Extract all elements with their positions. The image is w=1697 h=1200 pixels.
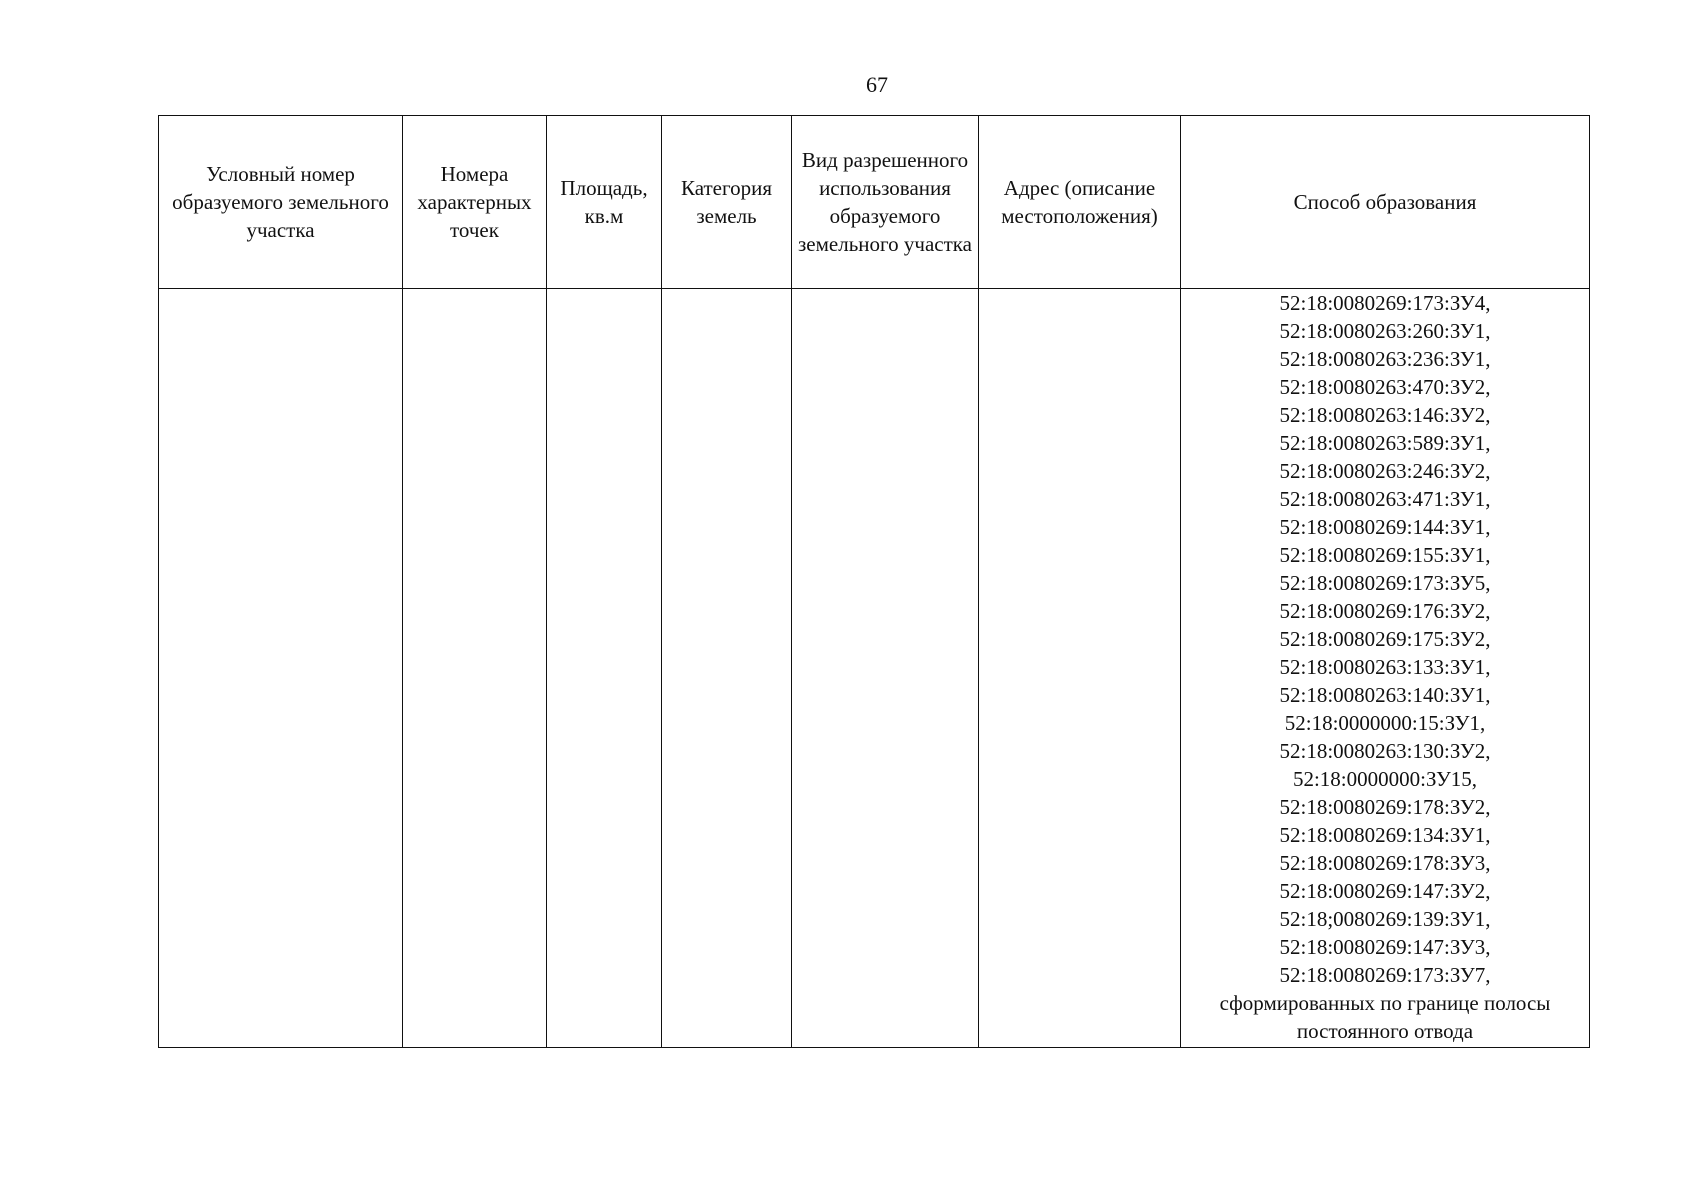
cell-point-numbers [403,289,547,1048]
method-line: 52:18:0080263:589:ЗУ1, [1279,431,1491,455]
cell-permitted-use [792,289,979,1048]
method-line: 52:18:0080269:155:ЗУ1, [1279,543,1491,567]
header-formation-method: Способ образования [1181,116,1590,289]
land-plots-table [158,115,1590,1048]
header-conditional-number: Условный номер образуемого земельного участка [159,116,403,289]
method-line: 52:18:0080269:134:ЗУ1, [1279,823,1491,847]
method-line: 52:18:0080269:173:ЗУ7, [1279,963,1491,987]
page-number: 67 [866,72,888,97]
method-line: 52:18:0000000:15:ЗУ1, [1284,711,1486,735]
method-line: 52:18:0080263:140:ЗУ1, [1279,683,1491,707]
method-line: 52:18:0080263:236:ЗУ1, [1279,347,1491,371]
cell-area [547,289,662,1048]
cell-address [979,289,1181,1048]
method-line: 52:18:0080269:144:ЗУ1, [1279,515,1491,539]
header-address: Адрес (описание местоположения) [979,116,1181,289]
method-line: 52:18:0080263:130:ЗУ2, [1279,739,1491,763]
method-line: 52:18:0080269:147:ЗУ3, [1279,935,1491,959]
cell-land-category [662,289,792,1048]
method-line: 52:18:0080269:178:ЗУ2, [1279,795,1491,819]
cell-conditional-number [159,289,403,1048]
table-row [159,289,1590,1048]
method-note: сформированных по границе полосы постоянного отвода [1219,991,1551,1043]
method-line: 52:18:0080269:178:ЗУ3, [1279,851,1491,875]
method-line: 52:18:0080263:470:ЗУ2, [1279,375,1491,399]
method-line: 52:18:0000000:ЗУ15, [1292,767,1478,791]
header-point-numbers: Номера характерных точек [403,116,547,289]
header-permitted-use: Вид разрешенного использования образуемого земельного участка [792,116,979,289]
method-line: 52:18:0080263:471:ЗУ1, [1279,487,1491,511]
method-line: 52:18:0080263:260:ЗУ1, [1279,319,1491,343]
table-header-row [159,116,1590,289]
method-line: 52:18:0080269:176:ЗУ2, [1279,599,1491,623]
method-line: 52:18:0080263:133:ЗУ1, [1279,655,1491,679]
header-area: Площадь, кв.м [547,116,662,289]
method-line: 52:18:0080269:173:ЗУ5, [1279,571,1491,595]
method-line: 52:18:0080263:146:ЗУ2, [1279,403,1491,427]
method-line: 52:18:0080269:147:ЗУ2, [1279,879,1491,903]
method-line: 52:18:0080263:246:ЗУ2, [1279,459,1491,483]
method-line: 52:18;0080269:139:ЗУ1, [1279,907,1491,931]
method-line: 52:18:0080269:173:ЗУ4, [1279,291,1491,315]
cell-formation-method [1181,289,1590,1048]
header-land-category: Категория земель [662,116,792,289]
method-line: 52:18:0080269:175:ЗУ2, [1279,627,1491,651]
